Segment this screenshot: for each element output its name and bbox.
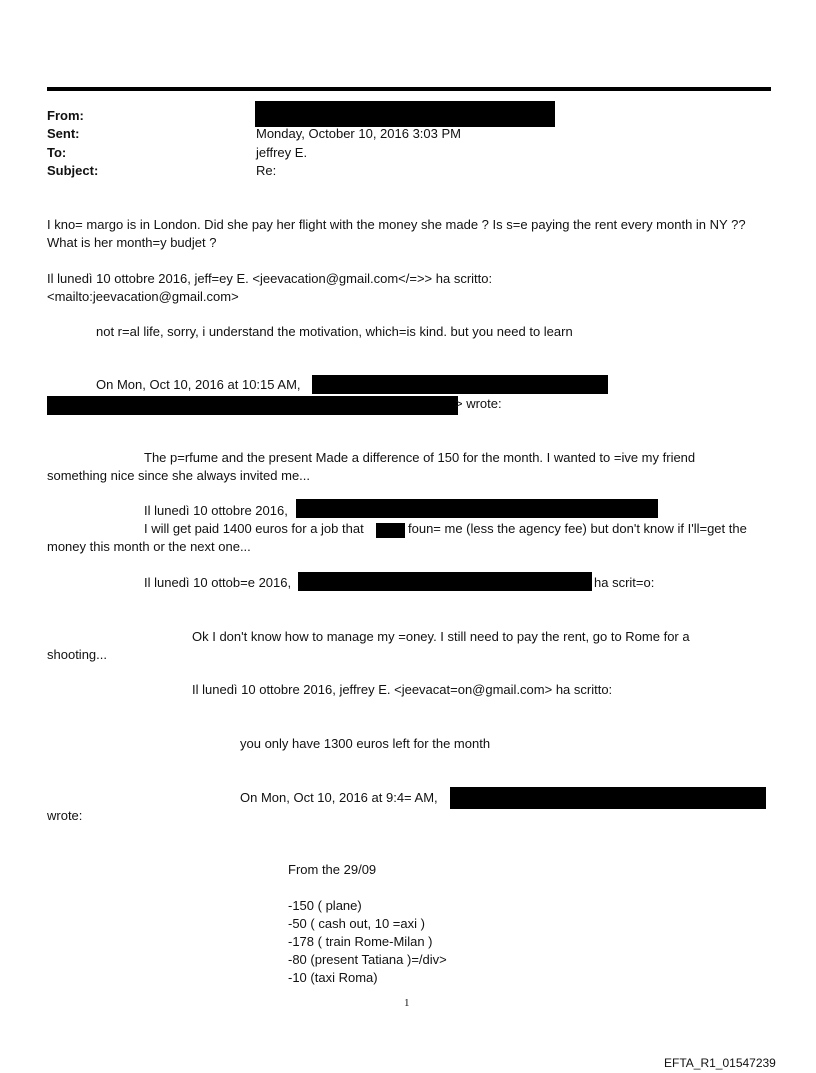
to-label: To: (47, 145, 67, 160)
redacted-sender (296, 499, 658, 518)
list-item: -178 ( train Rome-Milan ) (288, 934, 433, 949)
quote-text: shooting... (47, 647, 107, 662)
body-line: What is her month=y budjet ? (47, 235, 217, 250)
sent-value: Monday, October 10, 2016 3:03 PM (256, 126, 461, 141)
subject-value: Re: (256, 163, 277, 178)
quote-text: not r=al life, sorry, i understand the motivation, which=is kind. but you need to learn (96, 324, 573, 339)
quote-header: On Mon, Oct 10, 2016 at 10:15 AM, (96, 377, 301, 392)
quote-text: money this month or the next one... (47, 539, 251, 554)
redacted-sender (450, 787, 766, 809)
list-title: From the 29/09 (288, 862, 377, 877)
quote-header: On Mon, Oct 10, 2016 at 9:4= AM, (240, 790, 438, 805)
quote-header: ha scrit=o: (594, 575, 655, 590)
quote-header: Il lunedì 10 ottobre 2016, (144, 503, 288, 518)
header-rule (47, 87, 771, 91)
quote-text: The p=rfume and the present Made a difference of 150 for the month. I wanted to =ive my friend (144, 450, 696, 465)
quote-text: you only have 1300 euros left for the month (240, 736, 491, 751)
quote-header: Il lunedì 10 ottob=e 2016, (144, 575, 292, 590)
redacted-email (47, 396, 458, 415)
quote-text: I will get paid 1400 euros for a job that (144, 521, 364, 536)
quote-text: Ok I don't know how to manage my =oney. I still need to pay the rent, go to Rome for a (192, 629, 690, 644)
quote-header: Il lunedì 10 ottobre 2016, jeffrey E. <jeevacat=on@gmail.com> ha scritto: (192, 682, 613, 697)
list-item: -150 ( plane) (288, 898, 362, 913)
document-id: EFTA_R1_01547239 (664, 1056, 776, 1070)
quote-header: > wrote: (455, 396, 502, 411)
list-item: -50 ( cash out, 10 =axi ) (288, 916, 425, 931)
quote-text: something nice since she always invited me... (47, 468, 311, 483)
subject-label: Subject: (47, 163, 99, 178)
redacted-sender (312, 375, 608, 394)
sent-label: Sent: (47, 126, 80, 141)
quote-header: wrote: (47, 808, 83, 823)
from-label: From: (47, 108, 84, 123)
redacted-name (376, 523, 405, 538)
quote-text: foun= me (less the agency fee) but don't know if I'll=get the (408, 521, 747, 536)
list-item: -10 (taxi Roma) (288, 970, 378, 985)
body-line: I kno= margo is in London. Did she pay her flight with the money she made ? Is s=e paying the rent every month in NY ?? (47, 217, 746, 232)
quote-header: Il lunedì 10 ottobre 2016, jeff=ey E. <jeevacation@gmail.com</=>> ha scritto: (47, 271, 493, 286)
quote-header: <mailto:jeevacation@gmail.com> (47, 289, 239, 304)
page-number: 1 (404, 997, 410, 1009)
to-value: jeffrey E. (256, 145, 308, 160)
list-item: -80 (present Tatiana )=/div> (288, 952, 447, 967)
redacted-from (255, 101, 555, 127)
redacted-sender (298, 572, 592, 591)
